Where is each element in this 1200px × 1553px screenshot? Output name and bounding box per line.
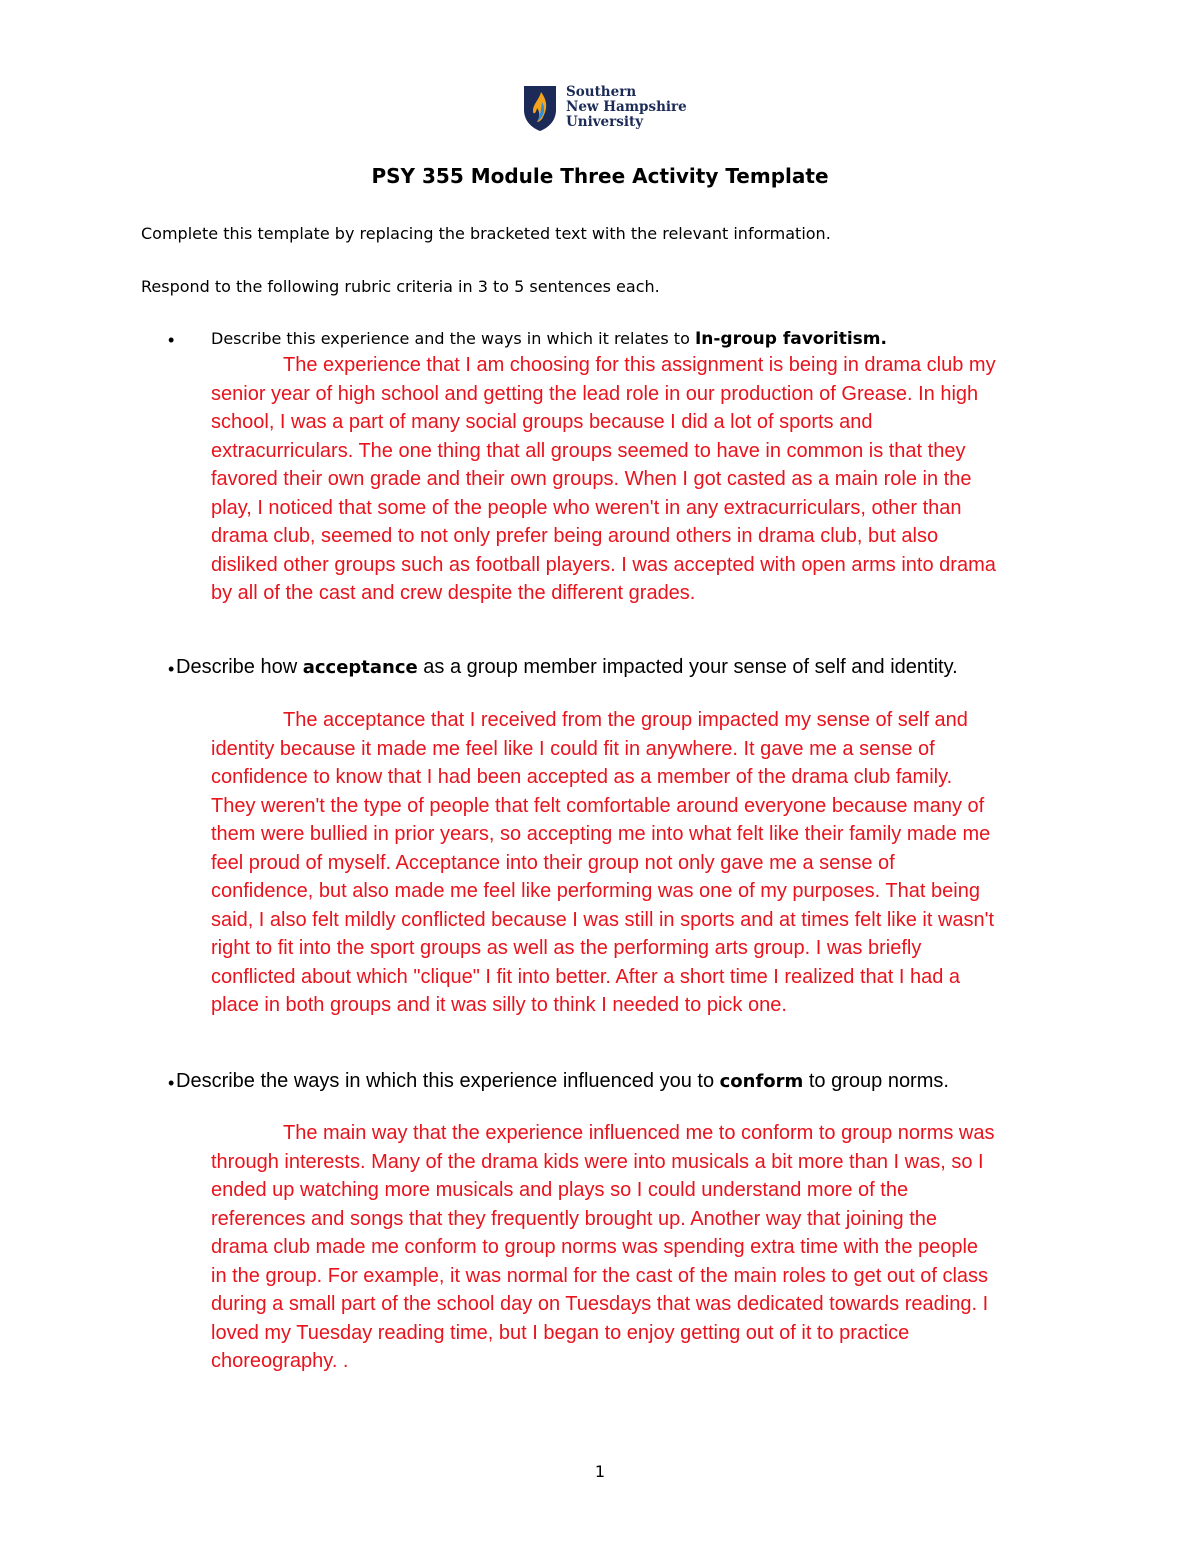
prompt-text: Describe this experience and the ways in which it relates to [211,329,695,348]
answer-1 [211,351,1081,608]
bullet-icon: • [168,659,175,679]
instruction-line-1: Complete this template by replacing the bracketed text with the relevant information. [141,224,831,243]
rubric-prompt-1 [211,329,887,349]
answer-line: play, I noticed that some of the people who weren't in any extracurriculars, other than [211,496,962,519]
answer-line: extracurriculars. The one thing that all groups seemed to have in common is that they [211,439,966,462]
answer-line: conflicted about which "clique" I fit into better. After a short time I realized that I had a [211,965,961,988]
answer-line: confidence, but also made me feel like performing was one of my purposes. That being [211,880,980,902]
answer-line: The experience that I am choosing for this assignment is being in drama club my [283,354,996,376]
rubric-prompt-2 [176,656,958,679]
answer-line: feel proud of myself. Acceptance into their group not only gave me a sense of [211,851,895,874]
answer-line: ended up watching more musicals and plays so I could understand more of the [211,1179,909,1201]
prompt-text: Describe how [176,656,303,678]
answer-line: references and songs that they frequently brought up. Another way that joining the [211,1207,938,1230]
university-logo [522,84,692,134]
logo-wordmark [566,85,687,130]
answer-line: right to fit into the sport groups as well as the performing arts group. I was briefly [211,937,922,959]
logo-line-1: Southern [566,84,637,100]
logo-line-3: University [566,114,644,130]
page-number: 1 [594,1462,606,1481]
prompt-keyword: In-group favoritism. [694,329,887,349]
logo-line-2: New Hampshire [566,99,687,115]
document-title: PSY 355 Module Three Activity Template [371,164,829,188]
answer-line: by all of the cast and crew despite the different grades. [211,582,696,604]
prompt-keyword: conform [719,1071,804,1092]
answer-line: favored their own grade and their own groups. When I got casted as a main role in the [211,468,972,490]
answer-line: said, I also felt mildly conflicted because I was still in sports and at times felt like it wasn't [211,908,995,931]
answer-line: choreography. . [211,1350,349,1372]
answer-2 [211,706,1081,1020]
answer-line: They weren't the type of people that felt comfortable around everyone because many of [211,794,985,817]
prompt-text-end: as a group member impacted your sense of self and identity. [417,656,958,678]
prompt-text-end: to group norms. [803,1070,949,1092]
answer-line: place in both groups and it was silly to think I needed to pick one. [211,994,787,1016]
bullet-icon: • [168,330,175,350]
answer-3 [211,1119,1081,1376]
answer-line: school, I was a part of many social groups because I did a lot of sports and [211,411,873,433]
prompt-keyword: acceptance [302,657,418,678]
answer-line: identity because it made me feel like I could fit in anywhere. It gave me a sense of [211,737,935,760]
answer-line: The main way that the experience influenced me to conform to group norms was [283,1122,995,1144]
answer-line: The acceptance that I received from the group impacted my sense of self and [283,709,968,731]
answer-line: disliked other groups such as football players. I was accepted with open arms into drama [211,553,996,576]
answer-line: in the group. For example, it was normal for the cast of the main roles to get out of class [211,1264,989,1287]
answer-line: through interests. Many of the drama kids were into musicals a bit more than I was, so I [211,1150,984,1173]
answer-line: drama club made me conform to group norms was spending extra time with the people [211,1236,979,1258]
prompt-text: Describe the ways in which this experience influenced you to [176,1070,720,1092]
answer-line: during a small part of the school day on Tuesdays that was dedicated towards reading. I [211,1293,989,1315]
instruction-line-2: Respond to the following rubric criteria in 3 to 5 sentences each. [141,277,660,296]
answer-line: senior year of high school and getting the lead role in our production of Grease. In high [211,382,979,405]
rubric-prompt-3 [176,1070,949,1093]
shield-flame-icon [522,84,558,132]
bullet-icon: • [168,1073,175,1093]
answer-line: confidence to know that I had been accepted as a member of the drama club family. [211,766,953,788]
answer-line: them were bullied in prior years, so accepting me into what felt like their family made me [211,823,991,845]
answer-line: drama club, seemed to not only prefer being around others in drama club, but also [211,525,939,547]
answer-line: loved my Tuesday reading time, but I began to enjoy getting out of it to practice [211,1321,910,1344]
